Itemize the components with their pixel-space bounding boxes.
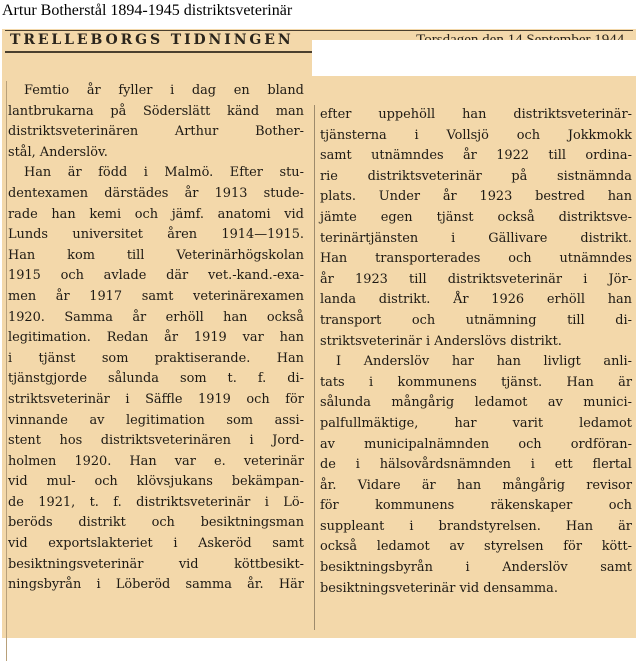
- right-column-text-line: terinärtjänsten i Gällivare distrikt.: [320, 230, 632, 246]
- left-column-text-line: Lunds universitet åren 1914—1915.: [8, 227, 304, 243]
- right-column-text-line: suppleant i brandstyrelsen. Han är: [320, 518, 632, 534]
- right-column-text-line: besiktningsveterinär vid densamma.: [320, 580, 558, 596]
- right-column-text-line: sålunda mångårig ledamot av munici-: [320, 395, 632, 411]
- left-column-text-line: Han kom till Veterinärhögskolan: [8, 247, 304, 263]
- right-column-text-line: för kommunens räkenskaper och: [320, 498, 632, 514]
- article-column-right: [320, 105, 632, 599]
- left-column-text-line: beröds distrikt och besiktningsman: [8, 515, 304, 531]
- page-caption: Artur Botherstål 1894-1945 distriktsveterinär: [2, 2, 293, 19]
- left-column-text-line: lantbrukarna på Söderslätt känd man: [8, 103, 304, 119]
- right-column-text-line: jämte egen tjänst också distriktsve-: [320, 209, 632, 225]
- right-column-text-line: striktsveterinär i Anderslövs distrikt.: [320, 333, 562, 349]
- left-column-text-line: stål, Anderslöv.: [8, 144, 108, 160]
- right-column-text-line: också ledamot av styrelsen för kött-: [320, 539, 632, 555]
- right-column-text-line: år. Vidare är han mångårig revisor: [320, 477, 632, 493]
- left-column-text-line: tjänstgjorde sålunda som t. f. di-: [8, 371, 304, 387]
- right-column-text-line: besiktningsbyrån i Anderslöv samt: [320, 560, 632, 576]
- left-column-text-line: 1915 och avlade där vet.-kand.-exa-: [8, 268, 304, 284]
- left-column-text-line: i tjänst som praktiserande. Han: [8, 350, 304, 366]
- right-column-text-line: de i hälsovårdsnämnden i ett flertal: [320, 457, 632, 473]
- article-column-left: [8, 81, 304, 596]
- left-column-text-line: de 1921, t. f. distriktsveterinär i Lö-: [8, 494, 304, 510]
- left-column-text-line: holmen 1920. Han var e. veterinär: [8, 453, 304, 469]
- right-column-text-line: av municipalnämnden och ordföran-: [320, 436, 632, 452]
- left-column-text-line: vinnande av legitimation som assi-: [8, 412, 304, 428]
- right-column-text-line: tjänsterna i Vollsjö och Jokkmokk: [320, 127, 632, 143]
- right-column-text-line: transport och utnämning till di-: [320, 312, 632, 328]
- right-column-text-line: I Anderslöv har han livligt anli-: [336, 354, 632, 370]
- right-column-text-line: år 1923 till distriktsveterinär i Jör-: [320, 271, 632, 287]
- right-column-text-line: samt utnämndes år 1922 till ordina-: [320, 148, 632, 164]
- column-left-edge: [6, 81, 7, 661]
- left-column-text-line: Femtio år fyller i dag en bland: [24, 83, 304, 98]
- left-column-text-line: distriktsveterinären Arthur Bother-: [8, 124, 304, 140]
- right-column-text-line: efter uppehöll han distriktsveterinär-: [320, 107, 632, 122]
- right-column-text-line: landa distrikt. År 1926 erhöll han: [320, 292, 632, 308]
- newspaper-clipping: [2, 29, 636, 638]
- newspaper-name: TRELLEBORGS TIDNINGEN: [10, 32, 294, 48]
- left-column-text-line: rade han kemi och jämf. anatomi vid: [8, 206, 304, 222]
- right-column-text-line: tats i kommunens tjänst. Han är: [320, 374, 632, 390]
- left-column-text-line: 1920. Samma år erhöll han också: [8, 309, 304, 325]
- right-column-text-line: plats. Under år 1923 bestred han: [320, 189, 632, 205]
- column-divider: [314, 105, 315, 630]
- left-column-text-line: dentexamen därstädes år 1913 stude-: [8, 185, 304, 201]
- left-column-text-line: legitimation. Redan år 1919 var han: [8, 330, 304, 346]
- left-column-text-line: stent hos distriktsveterinären i Jord-: [8, 433, 304, 449]
- left-column-text-line: vid exportslakteriet i Askeröd samt: [8, 536, 304, 552]
- left-column-text-line: ningsbyrån i Löberöd samma år. Här: [8, 577, 304, 593]
- right-column-text-line: rie distriktsveterinär på sistnämnda: [320, 168, 632, 184]
- masthead-top-rule: [5, 30, 633, 31]
- left-column-text-line: men år 1917 samt veterinärexamen: [8, 288, 304, 304]
- left-column-text-line: besiktningsveterinär vid köttbesikt-: [8, 556, 304, 572]
- left-column-text-line: vid mul- och klövsjukans bekämpan-: [8, 474, 304, 490]
- left-column-text-line: Han är född i Malmö. Efter stu-: [24, 165, 304, 181]
- clipping-cutout: [312, 40, 644, 76]
- right-column-text-line: palfullmäktige, har varit ledamot: [320, 415, 632, 431]
- left-column-text-line: striktsveterinär i Säffle 1919 och för: [8, 391, 304, 407]
- right-column-text-line: Han transporterades och utnämndes: [320, 251, 632, 267]
